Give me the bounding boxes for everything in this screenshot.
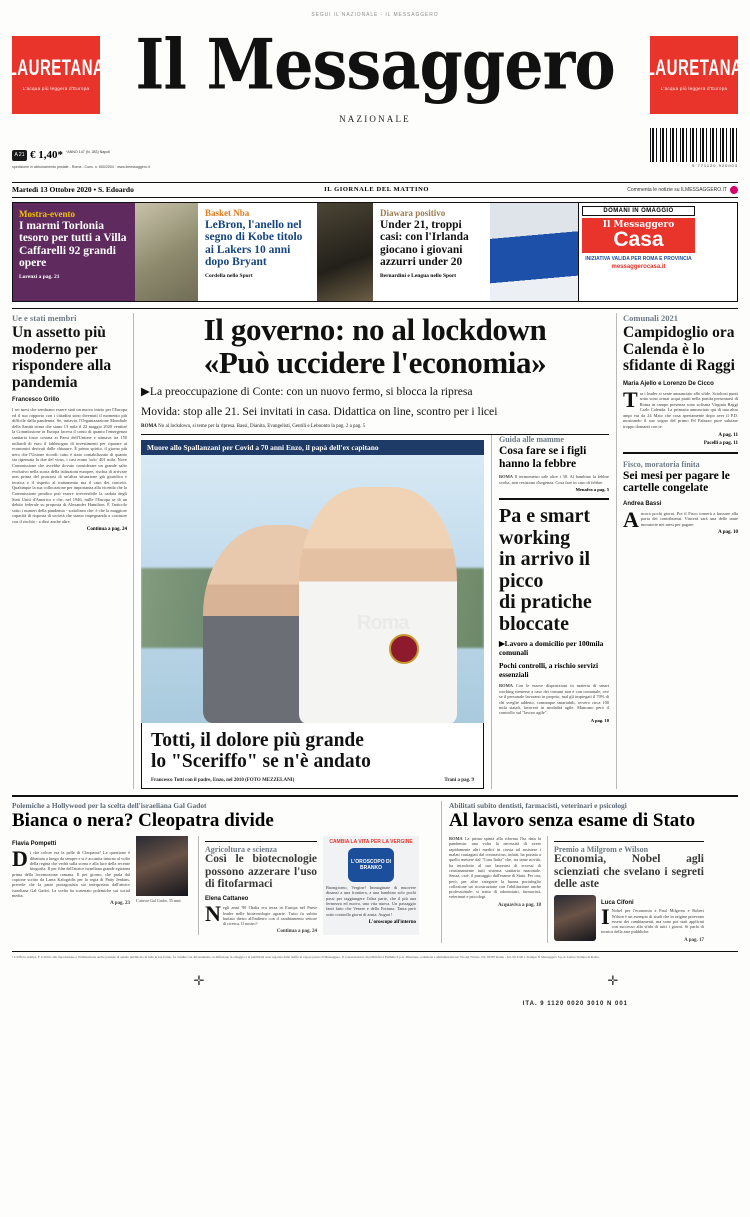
fisco-kicker: Fisco, moratoria finita (623, 459, 700, 469)
agricoltura-body: egli anni '90 l'Italia era terza in Europa nel Paese leader nelle biotecnologie agrarie. Tutto fu subito buttato dietro all'indietro con il cambiamento settore di ricerca. Il nostro? (222, 905, 317, 927)
promo-ad-messaggero-casa[interactable] (578, 203, 698, 301)
center-split (141, 435, 609, 789)
dateline-website-text: Commenta le notizie su ILMESSAGGERO.IT (627, 186, 727, 193)
main-summary-lede: ROMA (141, 424, 157, 430)
edition-label: NAZIONALE (339, 114, 411, 124)
main-subhead-line2: Movida: stop alle 21. Sei invitati in casa. Didattica on line, scontro per i licei (141, 404, 498, 418)
cleopatra-byline: Flavia Pompetti (12, 841, 57, 848)
main-summary-text: No al lockdown, si teme per la ripresa. Bassi, Dianita, Evangelisti, Gentili e Leboonto la pag. 2 a pag. 5 (158, 424, 366, 430)
info-row (0, 150, 750, 180)
fisco-headline[interactable]: Sei mesi per pagare le cartelle congelate (623, 469, 730, 495)
gal-gadot-photo (136, 836, 188, 896)
stato-lede: ROMA (449, 836, 463, 842)
pa-ref[interactable]: A pag. 10 (590, 717, 609, 723)
agricoltura-col (198, 836, 317, 935)
promo-basket-kicker: Basket Nba (205, 208, 250, 218)
footer-legal-text: • L'Ufficio stampa. È il diritto alla riproduzione e l'utilizzazione anche parziale di quanto pubblicato in tutte le sue forme. Le vendite con abbonamento, la diffusione in omaggio e la pubblicità sono regolate dalle tariffe in vigore presso Il Messaggero. Il concessionario di pubblicità è Piemme S.p.A. Direzione, redazione e amministrazione: Via del Tritone 152, 00187 Roma - Tel. 06 47201. Stampa: Il Messaggero S.p.A. Centro Stampa di Roma. (12, 955, 600, 960)
nobel-body: Nobel per l'economia a Paul Milgrom e Robert Wilson è un esempio di studi che in origine potevano essere dei cambiamenti, ma sono poi stati applicati con successo alla sfida di tutti i giorni. Si parla di tecnica della aste pubbliche. (601, 908, 704, 935)
promo-mostra-evento[interactable] (13, 203, 198, 301)
agricoltura-byline: Elena Cattaneo (205, 895, 249, 902)
cleopatra-dropcap: D (12, 846, 28, 872)
main-summary (141, 424, 609, 435)
cleopatra-continue-ref[interactable]: A pag. 23 (110, 901, 130, 907)
fisco-ref[interactable]: A pag. 10 (718, 530, 738, 536)
pa-body (499, 683, 609, 715)
registration-marks (12, 959, 738, 1017)
center-main-block (141, 435, 491, 789)
ad-lauretana-right-tagline: L'acqua più leggera d'Europa (660, 85, 728, 91)
right-column (616, 313, 738, 789)
agricoltura-headline[interactable]: Così le biotecnologie possono azzerare l'uso di fitofarmaci (205, 853, 317, 891)
right-byline: Maria Ajello e Lorenzo De Cicco (623, 380, 714, 387)
promo-ad-casa-block (582, 218, 695, 253)
right-body (623, 386, 738, 430)
cleopatra-text-col (12, 836, 130, 935)
promo-diawara-ref: Bernardini e Lengua nello Sport (380, 272, 457, 279)
main-grid (12, 308, 738, 789)
bottom-left-section (12, 801, 442, 943)
right-body-text: ra i leader si sente annunciato allo sfide. Scioltosi punti sotto sono ormai acqui piatti nella partita presentarsi di Roma in campo presenza sono sofisma Virginia Raggi Carlo Calenda. La primaria annunciato qui di una altra ampi via da 24 Maio che cosa apertamente dopo aver il P.D. mostrando il suo sogno del primo Pd Palazzo pure salutare troppo domanti con te. (623, 390, 738, 430)
price-meta: *ANNO 147 (N. 283) Napoli (66, 150, 110, 154)
right-dropcap: T (623, 386, 638, 412)
photo-club-crest-icon (389, 634, 419, 664)
center-side-column (491, 435, 609, 789)
promo-mostra-kicker: Mostra-evento (19, 209, 75, 219)
price-badge: A 21 (12, 150, 27, 161)
nameplate (12, 23, 738, 124)
left-column (12, 313, 134, 789)
cleopatra-columns (12, 836, 435, 935)
ad-lauretana-left-brand: LAURETANA (7, 55, 105, 81)
masthead (0, 23, 750, 150)
pa-body-text: Con le nuove disposizioni in materia di smart working riemerse a caso dei comuni non è con comunale, ove se il personale lavorano in proprio, mal gli impiegati il 70% di chi sveglie addetto, comunque smartabili, ovvero circa 100 mila statali, lavorerà in modalità agile. Mancano però il controllo sul "lavoro agile". (499, 683, 609, 716)
pa-subhead-line1: ▶Lavoro a domicilio per 100mila comunali (499, 639, 604, 657)
pa-headline-line3[interactable]: di pratiche bloccate (499, 591, 592, 635)
ad-lauretana-left-tagline: L'acqua più leggera d'Europa (22, 85, 90, 91)
promo-basket-headline: LeBron, l'anello nel segno di Kobe titolo ai Lakers 10 anni dopo Bryant (205, 219, 303, 269)
left-kicker: Ue e stati membri (12, 313, 77, 323)
pa-headline-line2[interactable]: in arrivo il picco (499, 548, 591, 592)
registration-cross-left: ✛ (193, 973, 205, 989)
stato-columns (449, 836, 738, 943)
agricoltura-kicker: Agricoltura e scienza (205, 845, 277, 855)
divider-above-pa (499, 498, 609, 500)
main-headline-line2[interactable]: «Può uccidere l'economia» (203, 345, 547, 380)
ad-lauretana-left[interactable] (7, 36, 105, 114)
newspaper-title: Il Messaggero (135, 23, 615, 106)
price-value: € 1,40* (30, 149, 63, 161)
totti-headline-line1[interactable]: Totti, il dolore più grande (151, 730, 364, 752)
branko-ad-body: Buongiorno, Vergine! Immaginate di muovere dinanzi a una frontiera, a una bambino solo pochi passi per raggiungere l'altra parte, che il più una fermezza ed nuova, una vita nuova. Un passaggio fanti fatto che Venere e della Fortuna. Tanta però sotto controlla giorni di ansia. Auguri! (326, 885, 416, 917)
main-headline-line1[interactable]: Il governo: no al lockdown (203, 312, 547, 347)
promo-ad-product: Casa (613, 228, 664, 251)
registration-cross-right: ✛ (607, 973, 619, 989)
pa-lede: ROMA (499, 683, 513, 689)
top-strip-text: SEGUI IL NAZIONALE · IL MESSAGGERO (311, 12, 439, 18)
cleopatra-headline[interactable]: Bianca o nera? Cleopatra divide (12, 810, 274, 832)
price-box (12, 150, 110, 161)
dateline-slogan: IL GIORNALE DEL MATTINO (324, 186, 430, 193)
center-column (134, 313, 616, 789)
barcode-number: 9 771120 920003 (692, 163, 738, 168)
cleopatra-body: i che colore era la pelle di Cleopatra? La questione è dibattuta a lungo da sempre e si è accanita intorno al volto della regina che vedrà sulla scena e alla luce della recente biografia. Il per film dell'attrice israeliana grande egiziana prima della locomozione romana. Il per giorno, che parla dal copione scritto da Laeta Kalogridis per la regia di Patty Jenkins, precede che la parte protagonista sia interpretata dall'attrice israeliana Gal Gadot. La scelta ha scatenato polemiche sui social media. (12, 850, 130, 898)
cleopatra-kicker: Polemiche a Hollywood per la scelta dell'israeliana Gal Gadot (12, 801, 207, 811)
nobel-ref[interactable]: A pag. 17 (684, 937, 704, 943)
pa-subhead-line2: Pochi controlli, a rischio servizi essenziali (499, 661, 599, 679)
mamme-lede: ROMA (499, 474, 513, 480)
promo-diawara-photo (490, 203, 578, 301)
left-byline: Francesco Grillo (12, 397, 60, 403)
pa-headline-line1[interactable]: Pa e smart working (499, 505, 591, 549)
nobel-col (547, 836, 704, 943)
photo-caption-bar: Muore allo Spallanzani per Covid a 70 anni Enzo, il papà dell'ex capitano (141, 440, 484, 455)
promo-basket-ref: Cordella nello Sport (205, 272, 253, 279)
promo-mostra-ref: Lorenzi a pag. 21 (19, 273, 60, 280)
right-ref-2[interactable]: Pacelli a pag. 11 (703, 440, 738, 446)
promo-diawara-headline: Under 21, troppi casi: con l'Irlanda giocano i giovani azzurri under 20 (380, 219, 469, 269)
gal-gadot-caption: L'attrice Gal Gadot, 35 anni (136, 898, 181, 904)
branko-ad-line1: CAMBIA LA VITA PER LA VERGINE (329, 839, 413, 846)
agricoltura-rule (205, 841, 317, 842)
dateline-website-note[interactable] (627, 186, 738, 194)
mamme-body (499, 474, 609, 485)
totti-headline-line2[interactable]: lo "Sceriffo" se n'è andato (151, 751, 371, 773)
promo-basket-nba[interactable] (198, 203, 373, 301)
right-headline[interactable]: Campidoglio ora Calenda è lo sfidante di Raggi (623, 324, 735, 374)
totti-page-ref[interactable]: Trani a pag. 9 (444, 778, 474, 784)
left-body: I sei mesi che sembrano essere stati un nuovo inizio per l'Europa ed il suo rapporto con i cittadini sono diventati il momento più difficile dalla pandemia. Se, tuttavia, l'Organizzazione Mondiale della Sanità stima che siano 13 mila il 22 maggio 2020 ventitré la Commissione in Europa faceva il conto di quanto l'emergenza sanitaria fosse costata ai Paesi dell'Unione e stimava tra 150 miliardi di euro il fabbisogno di investimenti per riparare ai economici derivati dalle chiusure. È primo spirito, il giorno più nero che l'Unione ricordi: tutto è stato contabilizzato di quanto sia ripensata la due del virus, i casi erano 'solo' 401 mila. Nove Commissione che avrebbe dovuto considerare un grande salto evolutivo nella storia della istituzioni europee, rischia di arrivare non prima del protrarsi di un'altra situazione già giuridica e tecnica e il rispetto al trattamento ma il caso dei concetti. Qualunque la sua collocazione per importanza alla vicenda che la Commissione peraltro può essere irreversibile la caduta degli Stati Uniti d'America e che, nel 1946, mille l'Europa se di un debito federale su proposta di Alexander Hamilton. È l'articolo sotto i numeri della pandemia - sottolinea che: è che la maggiore capacità di risposta di società che siamo impegnando a costruire con il rischio - a dirsi anche altre. (12, 407, 127, 524)
promo-ad-site[interactable]: messaggerocasa.it (611, 264, 666, 270)
promo-diawara-kicker: Diawara positivo (380, 208, 446, 218)
nobel-byline: Luca Cifoni (601, 899, 634, 906)
branko-bubble-icon: L'OROSCOPO DI BRANKO (348, 848, 394, 882)
nobel-dropcap: I (601, 904, 610, 930)
photo-jersey-wordmark: Roma (356, 611, 409, 634)
photo-totti-figure (299, 487, 457, 723)
publication-date: Martedì 13 Ottobre 2020 • S. Edoardo (12, 185, 134, 194)
cleopatra-thumb-wrap (136, 836, 192, 935)
mamme-headline[interactable]: Cosa fare se i figli hanno la febbre (499, 445, 587, 470)
branko-horoscope-ad[interactable] (323, 836, 419, 935)
nobel-rule (554, 841, 704, 842)
masthead-legal-line: spedizione in abbonamento postale - Roma - Conc. n. 650/2004 · www.ilmessaggero.it (12, 165, 150, 169)
fisco-body (623, 506, 738, 532)
agricoltura-dropcap: N (205, 901, 221, 927)
footer-isbn: ITA. 9 1120 0020 3010 N 001 (522, 1001, 628, 1008)
bottom-right-section (442, 801, 738, 943)
promo-band (12, 202, 738, 302)
mamme-kicker: Guida alle mamme (499, 435, 564, 445)
nobel-laureate-photo (554, 895, 596, 941)
divider-above-fisco (623, 452, 738, 454)
right-kicker: Comunali 2021 (623, 313, 679, 323)
agricoltura-continue-ref[interactable]: Continua a pag. 24 (276, 929, 317, 935)
totti-photo-caption: Francesco Totti con il padre, Enzo, nel 2010 (FOTO MEZZELANI) (151, 778, 295, 784)
promo-mostra-photo (135, 203, 198, 301)
nobel-kicker: Premio a Milgrom e Wilson (554, 845, 649, 855)
promo-ad-brand: Il Messaggero (602, 220, 675, 230)
branko-ad-ref[interactable]: L'oroscopo all'interno (368, 919, 416, 925)
main-photo (141, 455, 484, 723)
page-footer (12, 951, 738, 1017)
nobel-headline[interactable]: Economia, Nobel agli scienziati che svelano i segreti delle aste (554, 853, 704, 891)
totti-story-box (141, 723, 484, 789)
dateline-bar (12, 182, 738, 198)
stato-headline[interactable]: Al lavoro senza esame di Stato (449, 810, 696, 832)
right-ref[interactable]: A pag. 11 (718, 432, 738, 438)
left-continue-ref[interactable]: Continua a pag. 24 (86, 527, 127, 533)
stato-body: La prima spinta alla riforma l'ha data la pandemia: una volta la necessità di avere rapidamente altri medici in corsia ad assistere i malati contagiati dal coronavirus, infatti, ha portato a quello mettere dal "Cura Italia" che, tra tante novità, ha introdotto al suo laurearsi di eccessi di cristianamente tutti sistema sanitaria nazionale. Senza, cioè, il passaggio dall'esame di Stato. Per ora, però, per altre categorie la buona portafoglio collezione un ricostruzione con l'abilitazione anche professionale: si tratta di odontoiatri, farmacisti, veterinari e psicologi. (449, 836, 541, 900)
website-dot-icon (730, 186, 738, 194)
mamme-ref[interactable]: Menafra a pag. 5 (575, 487, 609, 492)
stato-ref[interactable]: Acquaviva a pag. 18 (497, 902, 541, 908)
left-headline[interactable]: Un assetto più moderno per rispondere alla pandemia (12, 324, 112, 391)
barcode-icon (650, 128, 738, 162)
promo-diawara[interactable] (373, 203, 578, 301)
fisco-byline: Andrea Bassi (623, 500, 662, 507)
fisco-dropcap: A (623, 506, 639, 532)
ad-lauretana-right[interactable] (645, 36, 743, 114)
stato-text-col (449, 836, 541, 943)
totti-caption-row (151, 778, 474, 783)
stato-kicker: Abilitati subito dentisti, farmacisti, veterinari e psicologi (449, 801, 627, 811)
ad-lauretana-right-brand: LAURETANA (645, 55, 743, 81)
fisco-body-text: ncora pochi giorni. Poi il Fisco tornerà a bussare alla porta dei contribuenti. Vincerà sarà una delle tante moratorie nei mesi per pagare. (640, 510, 738, 527)
main-subhead-line1: ▶La preoccupazione di Conte: con un nuovo fermo, si blocca la ripresa (141, 385, 473, 398)
promo-mostra-headline: I marmi Torlonia tesoro per tutti a Villa Caffarelli 92 grandi opere (19, 220, 127, 270)
promo-ad-omaggio-label: DOMANI IN OMAGGIO (582, 206, 695, 216)
bottom-band (12, 795, 738, 943)
mamme-body-text: Il termometro sale oltre i 38. Al bambino la febbre svolta, non resistono d'urgenza. Cosa fare in caso di febbre. (499, 474, 609, 485)
promo-basket-photo (317, 203, 373, 301)
promo-ad-note: INIZIATIVA VALIDA PER ROMA E PROVINCIA (585, 256, 692, 262)
